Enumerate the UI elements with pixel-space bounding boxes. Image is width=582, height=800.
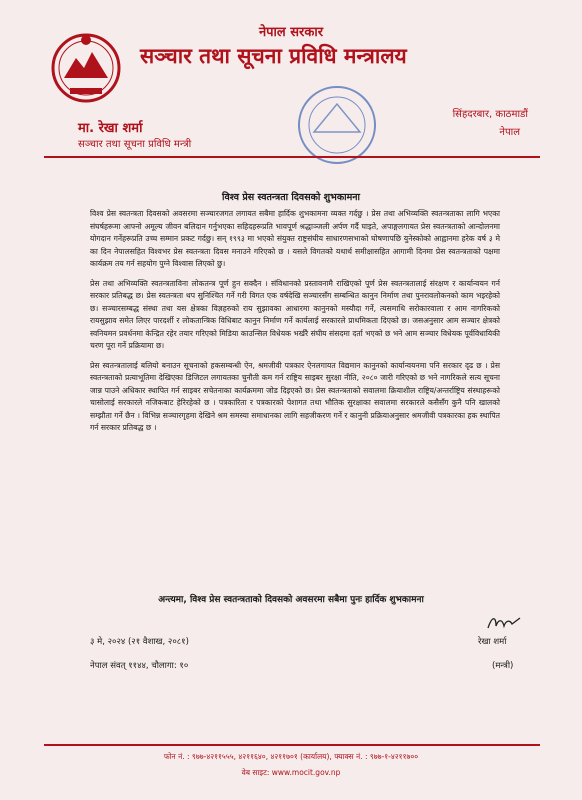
paragraph-3: प्रेस स्वतन्त्रतालाई बलियो बनाउन सूचनाको हकसम्बन्धी ऐन, श्रमजीवी पत्रकार ऐनलगायत विद्यमान कानुनको कार्यान्वयनमा पनि सरकार दृढ छ । प्रेस स्वतन्त्रताको प्रत्याभूतिमा देखिएका डिजिटल लगायतका चुनौती कम गर्न राष्ट्रिय साइबर सुरक्षा नीति, २०८० जारी गरिएको छ भने नागरिकले सत्य सूचना जान्न पाउने अधिकार स्थापित गर्न साइबर सचेतनाका कार्यक्रममा जोड दिइएको छ। प्रेस स्वतन्त्रताको सवालमा क्रियाशील राष्ट्रिय/अन्तर्राष्ट्रिय संस्थाहरूको चासोलाई सरकारले नजिकबाट हेरिरहेको छ । पत्रकारिता र पत्रकारको पेशागत तथा भौतिक सुरक्षाका सवालमा सरकारले कसैसँग कुनै पनि खालको सम्झौता गर्ने छैन । विभिन्न सञ्चारगृहमा देखिने श्रम समस्या समाधानका लागि सहजीकरण गर्ने र कानुनी प्रक्रियाअनुसार श्रमजीवी पत्रकारका हक स्थापित गर्न सरकार प्रतिबद्ध छ ।: [90, 360, 500, 432]
footer-contact: फोन नं. : ९७७-४२११५५५, ४२११६४०, ४२११७०१ (कार्यालय), फ्याक्स नं. : ९७७-१-४२११७००: [163, 752, 419, 761]
paragraph-1: विश्व प्रेस स्वतन्त्रता दिवसको अवसरमा सञ्चारजगत लगायत सबैमा हार्दिक शुभकामना व्यक्त गर्दछु । प्रेस तथा अभिव्यक्ति स्वतन्त्रताका लागि भएका संघर्षहरूमा आफ्नो अमूल्य जीवन बलिदान गर्नुभएका सहिदहरूप्रति भावपूर्ण श्रद्धाञ्जली अर्पण गर्दै घाइते, अपाङ्गलगायत प्रेस स्वतन्त्रताको आन्दोलनमा योगदान गर्नेहरूप्रति उच्च सम्मान प्रकट गर्दछु। सन् १९९३ मा भएको संयुक्त राष्ट्रसंघीय साधारणसभाको घोषणापछि युनेस्कोको आह्वानमा हरेक वर्ष ३ मे का दिन नेपालसहित विश्वभर प्रेस स्वतन्त्रता दिवस मनाउने गरिएको छ । यसले विगतको यथार्थ समीक्षासहित आगामी दिनमा प्रेस स्वतन्त्रताको पक्षमा कार्यक्रम तय गर्न सहयोग पुग्ने विश्वास लिएको छु।: [90, 209, 500, 268]
letter-heading: विश्व प्रेस स्वतन्त्रता दिवसको शुभकामना: [222, 192, 360, 203]
signatory-name: रेखा शर्मा: [478, 637, 507, 647]
footer-website: वेब साइट: www.mocit.gov.np: [241, 768, 341, 777]
ministry-title: सञ्चार तथा सूचना प्रविधि मन्त्रालय: [140, 44, 407, 68]
signature-icon: [484, 612, 524, 634]
paragraph-2: प्रेस तथा अभिव्यक्ति स्वतन्त्रताविना लोकतन्त्र पूर्ण हुन सक्दैन । संविधानको प्रस्तावनामै राखिएको पूर्ण प्रेस स्वतन्त्रतालाई संरक्षण र कार्यान्वयन गर्न सरकार प्रतिबद्ध छ। प्रेस स्वतन्त्रता थप सुनिश्चित गर्ने गरी विगत एक वर्षदेखि सञ्चारसँग सम्बन्धित कानुन निर्माण तथा पुनरावलोकनको काम भइरहेको छ। सञ्चारसम्बद्ध संस्था तथा यस क्षेत्रका विज्ञहरुको राय सुझावका आधारमा कानुनको मस्यौदा गर्ने, त्यसमाथि सरोकारवाला र आम नागरिकको रायसुझाव समेत लिएर पारदर्शी र लोकतान्त्रिक विधिबाट कानुन निर्माण गर्ने कार्यलाई सरकारले प्राथमिकता दिएको छ। जसअनुसार आम सञ्चार क्षेत्रको स्वनियमन प्रवर्धनमा केन्द्रित रहेर तयार गरिएको मिडिया काउन्सिल विधेयक भर्खरै संघीय संसदमा दर्ता भएको छ भने आम सञ्चार विधेयक पूर्वविधायिकी चरण पूरा गर्ने प्रक्रियामा छ।: [90, 278, 500, 350]
letter-body: [90, 208, 500, 442]
minister-name: मा. रेखा शर्मा: [78, 121, 143, 136]
header-divider: [44, 156, 540, 158]
address-line2: नेपाल: [499, 127, 520, 138]
government-name: नेपाल सरकार: [258, 25, 324, 40]
nepal-samvat-date: नेपाल संवत् ११४४, चौलागा: १०: [90, 661, 189, 671]
closing-line: अन्त्यमा, विश्व प्रेस स्वतन्त्रताको दिवसको अवसरमा सबैमा पुनः हार्दिक शुभकामना: [158, 595, 424, 605]
minister-title: सञ्चार तथा सूचना प्रविधि मन्त्री: [78, 139, 192, 150]
letter-date: ३ मे, २०२४ (२१ वैशाख, २०८१): [90, 637, 189, 647]
address-line1: सिंहदरबार, काठमाडौं: [452, 109, 528, 120]
footer-divider: [44, 744, 540, 746]
signatory-role: (मन्त्री): [492, 661, 514, 671]
